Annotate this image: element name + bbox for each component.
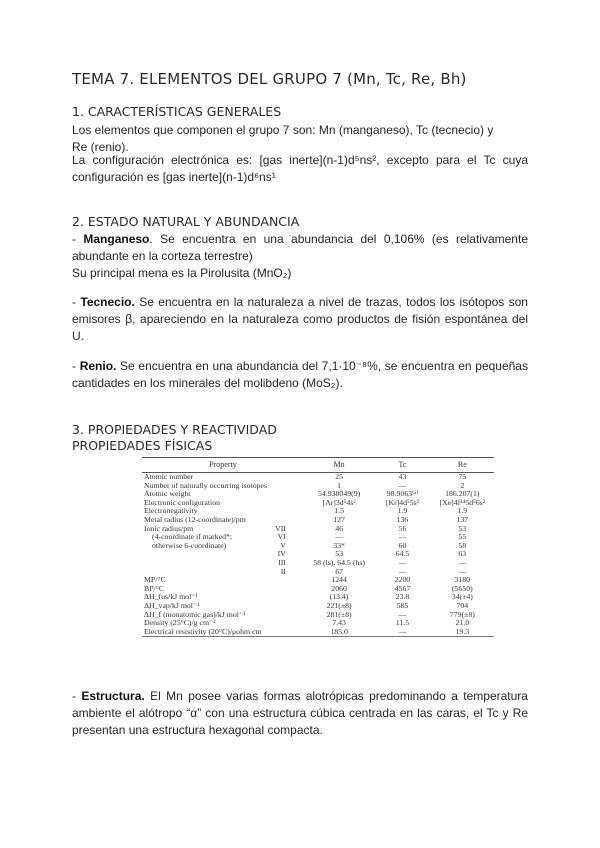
section-heading-caracteristicas: 1. CARACTERÍSTICAS GENERALES (72, 104, 282, 119)
table-cell: 2200 (394, 575, 411, 585)
table-cell: Metal radius (12-coordinate)/pm (144, 514, 246, 524)
table-cell-oxidation-state: III (278, 557, 286, 567)
table-cell: — (458, 557, 467, 567)
label-manganeso: Manganeso (83, 232, 150, 246)
table-cell: 127 (333, 514, 345, 524)
subheading-propiedades-fisicas: PROPIEDADES FÍSICAS (72, 438, 213, 453)
table-cell: 67 (335, 566, 343, 576)
text-estructura: El Mn posee varias formas alotrópicas predominando a temperatura ambiente el alótropo “α” con una estructura cúbica centrada en las caras, el Tc y Re presentan una estructura hexagonal compacta. (72, 689, 528, 737)
table-cell: 25 (335, 472, 343, 481)
label-renio: Renio. (79, 359, 117, 373)
table-cell: 54.938049(9) (317, 489, 361, 499)
table-cell: otherwise 6-coordinate) (152, 540, 227, 550)
table-cell: (13.4) (329, 592, 349, 602)
table-cell-oxidation-state: VI (277, 532, 286, 542)
table-cell: — (398, 532, 407, 542)
table-header-property: Property (142, 458, 304, 473)
table-row (142, 628, 494, 637)
table-cell: Atomic weight (144, 489, 191, 499)
table-header-tc: Tc (374, 458, 430, 473)
table-cell: 33* (333, 540, 345, 550)
label-tecnecio: Tecnecio. (80, 295, 135, 309)
table-cell: BP/°C (144, 583, 165, 593)
table-cell: 221(±8) (326, 600, 352, 610)
table-cell-oxidation-state: IV (277, 549, 286, 559)
text-tecnecio: Se encuentra en la naturaleza a nivel de trazas, todos los isótopos son emisores β, apareciendo en la naturaleza como productos de fisión espontánea del U. (72, 295, 528, 343)
table-header-re: Re (431, 458, 494, 473)
table-cell: Density (25°C)/g cm⁻³ (144, 618, 216, 628)
table-cell: [Ar]3d⁵4s² (322, 497, 356, 507)
table-cell: 60 (398, 540, 407, 550)
table-cell: 1.5 (334, 506, 344, 516)
paragraph-tecnecio: - Tecnecio. Se encuentra en la naturaleza a nivel de trazas, todos los isótopos son emisores β, apareciendo en la naturaleza como productos de fisión espontánea del U. (72, 295, 528, 343)
table-cell: — (458, 566, 467, 576)
table-cell: Atomic number (144, 472, 194, 481)
table-cell: Electronic configuration (144, 497, 220, 507)
table-cell: — (335, 532, 343, 542)
table-row (142, 559, 494, 568)
table-cell: 1.9 (457, 506, 468, 516)
table-cell: 281(±8) (326, 609, 352, 619)
table-cell: (4-coordinate if marked*; (152, 532, 233, 542)
section-heading-estado-natural: 2. ESTADO NATURAL Y ABUNDANCIA (72, 214, 300, 229)
table-cell: ΔH_fus/kJ mol⁻¹ (144, 592, 198, 602)
table-cell: 53 (458, 523, 467, 533)
paragraph-configuracion: La configuración electrónica es: [gas inerte](n-1)d⁵ns², excepto para el Tc cuya configuración es [gas inerte](n-1)d⁶ns¹ (72, 153, 528, 184)
paragraph-pirolusita: Su principal mena es la Pirolusita (MnO₂) (72, 266, 292, 280)
table-cell: — (374, 628, 430, 637)
table-cell: 64.5 (395, 549, 410, 559)
table-cell (142, 550, 263, 559)
section-heading-propiedades: 3. PROPIEDADES Y REACTIVIDAD (72, 422, 277, 437)
table-cell: 23.8 (395, 592, 410, 602)
table-header-mn: Mn (304, 458, 374, 473)
table-cell: 3180 (454, 575, 471, 585)
table-cell: 63 (458, 549, 467, 559)
table-cell: — (398, 566, 407, 576)
text-manganeso: . Se encuentra en una abundancia del 0,106% (es relativamente abundante en la corteza terrestre) (72, 232, 528, 263)
table-cell: Ionic radius/pm (144, 523, 194, 533)
table-cell: 585 (396, 600, 409, 610)
table-cell-oxidation-state: V (280, 540, 286, 550)
text-renio: Se encuentra en una abundancia del 7,1·10⁻⁸%, se encuentra en pequeñas cantidades en los minerales del molibdeno (MoS₂). (72, 359, 528, 390)
table-cell: Electrical resistivity (20°C)/μohm cm (142, 628, 304, 637)
paragraph-estructura: - Estructura. El Mn posee varias formas alotrópicas predominando a temperatura ambiente el alótropo “α” con una estructura cúbica centrada en las caras, el Tc y Re presentan una estructura hexagonal compacta. (72, 689, 528, 737)
table-row (142, 516, 494, 525)
paragraph-grupo7-elementos: Los elementos que componen el grupo 7 son: Mn (manganeso), Tc (tecnecio) y Re (renio). (72, 123, 494, 154)
table-cell: 43 (398, 472, 407, 481)
table-cell: Electronegativity (144, 506, 198, 516)
table-row (142, 542, 494, 551)
table-cell: 186.207(1) (445, 489, 480, 499)
table-cell: 2060 (331, 583, 347, 593)
table-cell: ΔH_f (monatomic gas)/kJ mol⁻¹ (144, 609, 246, 619)
label-estructura: Estructura. (81, 689, 145, 703)
table-cell: 4567 (394, 583, 411, 593)
table-cell: 21.0 (455, 618, 470, 628)
table-cell: (5650) (451, 583, 473, 593)
table-cell: 46 (335, 523, 343, 533)
table-cell-oxidation-state: II (280, 566, 286, 576)
table-cell (142, 559, 263, 568)
table-cell: 779(±8) (449, 609, 475, 619)
table-cell: 704 (456, 600, 469, 610)
paragraph-renio: - Renio. Se encuentra en una abundancia del 7,1·10⁻⁸%, se encuentra en pequeñas cantidades en los minerales del molibdeno (MoS₂). (72, 359, 528, 390)
table-cell: [Xe]4f¹⁴5d⁵6s² (439, 497, 486, 507)
table-cell: 7.43 (332, 618, 346, 628)
table-cell: 1244 (331, 575, 347, 585)
table-cell: 185.0 (304, 628, 374, 637)
table-cell: 2 (460, 480, 465, 490)
table-cell: — (398, 557, 407, 567)
table-cell: 56 (398, 523, 407, 533)
paragraph-manganeso: - Manganeso. Se encuentra en una abundancia del 0,106% (es relativamente abundante en la corteza terrestre) (72, 232, 528, 263)
table-header-row (142, 458, 494, 473)
table-cell: 1.9 (397, 506, 408, 516)
table-cell: Number of naturally occurring isotopes (144, 480, 267, 490)
table-row (142, 568, 494, 577)
table-cell: 34(±4) (451, 592, 473, 602)
table-cell: [Kr]4d⁵5s² (385, 497, 420, 507)
table-cell: 58 (458, 540, 467, 550)
table-cell: 58 (ls), 64.5 (hs) (313, 557, 365, 567)
page-title: TEMA 7. ELEMENTOS DEL GRUPO 7 (Mn, Tc, Re, Bh) (72, 70, 467, 88)
table-cell: 98.9063⁽ᵃ⁾ (386, 489, 419, 499)
table-cell: ΔH_vap/kJ mol⁻¹ (144, 600, 200, 610)
table-cell: 75 (458, 472, 467, 481)
table-cell: MP/°C (144, 575, 166, 585)
table-cell: 137 (456, 514, 469, 524)
table-cell: 53 (335, 549, 343, 559)
table-row (142, 576, 494, 585)
table-cell: 136 (396, 514, 409, 524)
table-cell: 55 (458, 532, 467, 542)
table-cell: 19.3 (431, 628, 494, 637)
physical-properties-table (142, 457, 494, 637)
table-cell: — (398, 609, 407, 619)
table-cell: 1 (337, 480, 342, 490)
table-cell-oxidation-state: VII (275, 523, 286, 533)
table-cell: 11.5 (395, 618, 410, 628)
table-cell: — (398, 480, 407, 490)
